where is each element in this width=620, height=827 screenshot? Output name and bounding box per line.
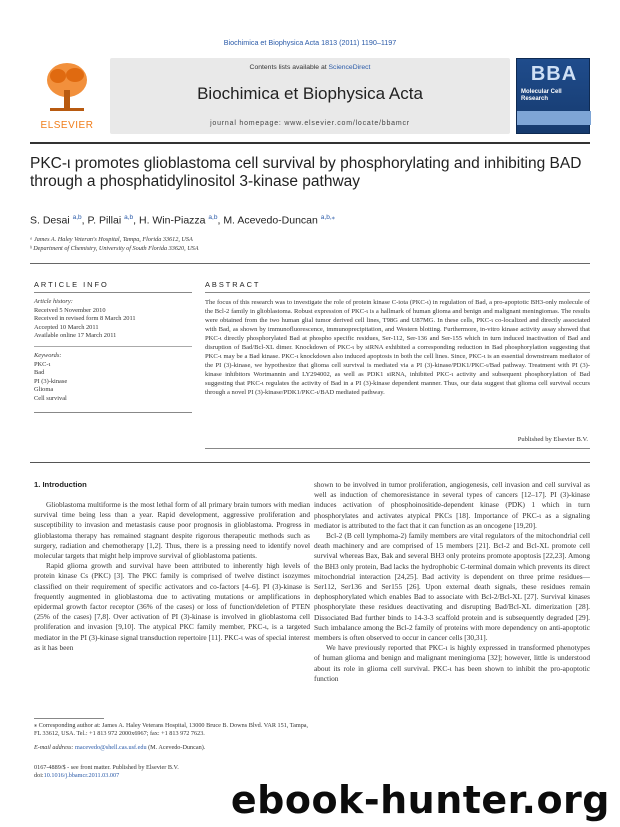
body-paragraph: shown to be involved in tumor proliferation, angiogenesis, cell invasion and cell survival as well as induction of chemoresistance in several types of cancers [12–17]. PI (3)-kinase induces activation of phosphoinositide-dependent kinase (PDK) 1 which in turn phosphorylates and activates atypical PKCs [18]. Importance of PKC-ι as a signaling mediator is attributed to the fact that it can function as an oncogene [19,20].: [314, 480, 590, 530]
affiliation-b: ᵇ Department of Chemistry, University of South Florida 33620, USA: [30, 245, 199, 252]
abstract-body: The focus of this research was to investigate the role of protein kinase C-iota (PKC-ι) in regulation of Bad, a pro-apoptotic BH3-only molecule of the Bcl-2 family in glioblastoma. Robust expression of PKC-ι is a hallmark of human glioma and benign and malignant meningiomas. The results were obtained from the two human glial tumor derived cell lines, T98G and U87MG. In these cells, PKC-ι co-localized and directly associated with Bad, as shown by immunofluorescence, immunoprecipitation, and Western blotting. Furthermore, in-vitro kinase activity assay showed that PKC-ι directly phosphorylated Bad at phospho specific residues, Ser-112, Ser-136 and Ser-155 which in turn induced inactivation of Bad and disruption of Bad/Bcl-XL dimer. Knockdown of PKC-ι by siRNA exhibited a corresponding reduction in Bad phosphorylation suggesting that PKC-ι may be a Bad kinase. PKC-ι knockdown also induced apoptosis in both the cell lines. Since, PKC-ι is an essential downstream mediator of the PI (3)-kinase, we hypothesize that glioma cell survival is mediated via a PI (3)-kinase/PDK1/PKC-ι/Bad pathway. Treatment with PI (3)-kinase inhibitors Wortmannin and LY294002, as well as PDK1 siRNA, inhibited PKC-ι activity and subsequent phosphorylation of Bad suggesting that PKC-ι regulates the activity of Bad in a PI (3)-kinase dependent manner. Thus, our data suggest that glioma cell survival occurs through a novel PI (3)-kinase/PDK1/PKC-ι/BAD mediated pathway.: [205, 299, 590, 397]
body-paragraph: Glioblastoma multiforme is the most lethal form of all primary brain tumors with median survival time being less than a year. Rapid development, aggressive proliferation and susceptibility to invasion and metastasis cause poor prognosis in glioblastoma. Progress in glioblastoma therapy has remained stagnant despite rigorous therapeutic methods such as surgery, radiation and chemotherapy [1,2]. Thus, there is a pressing need to identify novel molecular targets that might help improve survival of glioblastoma patients.: [34, 500, 310, 561]
author-name[interactable]: H. Win-Piazza: [138, 214, 206, 227]
history-item: Received 5 November 2010: [34, 306, 106, 314]
contents-available-line: [110, 64, 510, 71]
citation-line[interactable]: Biochimica et Biophysica Acta 1813 (2011) 1190–1197: [223, 38, 397, 47]
author-name[interactable]: P. Pillai: [87, 214, 122, 227]
author-affiliation-mark[interactable]: a,b: [208, 214, 218, 221]
keyword-item: Glioma: [34, 386, 54, 394]
doi-prefix: doi:: [34, 772, 44, 780]
elsevier-logo[interactable]: [30, 60, 104, 132]
doi-link[interactable]: 10.1016/j.bbamcr.2011.03.007: [43, 772, 120, 780]
journal-name: Biochimica et Biophysica Acta: [197, 84, 423, 103]
tree-logo-icon: [44, 60, 90, 116]
abstract-bottom-rule: [205, 448, 590, 449]
front-matter-divider: [30, 263, 590, 264]
body-column-right: [314, 480, 590, 770]
info-bottom-rule: [34, 412, 192, 413]
email-link[interactable]: macevedo@shell.cas.usf.edu: [75, 744, 147, 751]
keywords-label: Keywords:: [34, 352, 62, 359]
body-paragraph: Rapid glioma growth and survival have been attributed to inherently high levels of protein kinase Cs (PKC) [3]. The PKC family is comprised of twelve distinct isozymes classified on their requirement of specific activators and co-factors [4–6]. PI (3)-kinase is frequently augmented in glioblastoma due to activating mutations or amplifications in epidermal growth factor receptor (36% of the cases) or loss of function/deletion of PTEN (25% of the cases) [7,8]. Over activation of PI (3)-kinase is involved in glioblastoma cell proliferation and invasion [9,10]. The atypical PKC family member, PKC-ι, is a targeted mediator in the PI (3)-kinase signal transduction repertoire [11]. PKC-ι was of special interest as it has been: [34, 561, 310, 652]
keywords-block: [34, 352, 192, 404]
body-divider: [30, 462, 590, 463]
email-footnote: [34, 744, 310, 752]
history-item: Available online 17 March 2011: [34, 332, 117, 340]
abstract-heading: ABSTRACT: [205, 280, 261, 289]
history-item: Received in revised form 8 March 2011: [34, 315, 136, 323]
body-paragraph: We have previously reported that PKC-ι is highly expressed in transformed phenotypes of human glioma and benign and malignant meningioma [32]; however, little is understood about its role in glioma cell survival. PKC-ι has been shown to inhibit the pro-apoptotic function: [314, 643, 590, 683]
email-label: E-mail address:: [34, 744, 76, 751]
keyword-item: Bad: [34, 369, 45, 377]
journal-banner: [110, 58, 510, 134]
cover-subtitle: Molecular Cell Research: [521, 89, 562, 102]
sciencedirect-link[interactable]: ScienceDirect: [328, 64, 371, 71]
cover-title: BBA: [530, 63, 578, 85]
journal-masthead: [30, 58, 590, 136]
author-name[interactable]: S. Desai: [30, 214, 70, 227]
article-info-rule: [34, 292, 192, 293]
article-history: [34, 298, 192, 341]
published-by-note: Published by Elsevier B.V.: [517, 436, 588, 443]
body-column-left: [34, 500, 310, 712]
body-paragraph: Bcl-2 (B cell lymphoma-2) family members are vital regulators of the mitochondrial cell death machinery and are comprised of 15 members [21]. Bcl-2 and Bcl-XL promote cell survival whereas Bax, Bak and several BH3 only proteins promote apoptosis [22,23]. Among the BH3 only protein, Bad lacks the hydrophobic C-terminal domain which prevents its direct mitochondrial interaction [24,25]. Bad activity is dependent on three prime residues—Ser112, Ser136 and Ser155 [26]. Upon external death signals, these residues remain dephosphorylated which enables Bad to associate with Bcl-2/Bcl-XL [27]. Survival kinases phosphorylate these residues deactivating and disrupting Bad/Bcl-XL dimerization [28]. Dissociated Bad further binds to 14-3-3 scaffold protein and is subsequently degraded [29]. Such imbalance among the Bcl-2 family of proteins with more dependency on anti-apoptotic members is often observed to occur in cancer cells [30,31].: [314, 531, 590, 643]
publisher-logo-text: ELSEVIER: [40, 120, 94, 131]
history-item: Accepted 10 March 2011: [34, 323, 99, 331]
journal-homepage[interactable]: journal homepage: www.elsevier.com/locate/bbamcr: [210, 120, 410, 127]
footnote-rule: [34, 718, 104, 719]
author-affiliation-mark[interactable]: a,b: [124, 214, 134, 221]
affiliation-a: ᵃ James A. Haley Veteran's Hospital, Tampa, Florida 33612, USA: [30, 236, 193, 243]
abstract-rule: [205, 292, 590, 293]
corresponding-author-footnote: ⁎ Corresponding author at: James A. Haley Veterans Hospital, 13000 Bruce B. Downs Blvd. VAR 151, Tampa, FL 33612, USA. Tel.: +1 813 972 2000x6967; fax: +1 813 972 7623.: [34, 722, 309, 738]
watermark-text: ebook-hunter.org: [230, 778, 610, 822]
journal-cover[interactable]: [516, 58, 590, 134]
issn-line: 0167-4889/$ - see front matter. Published by Elsevier B.V.: [34, 764, 179, 771]
contents-prefix: Contents lists available at: [249, 64, 329, 71]
cover-band: [517, 111, 591, 125]
email-suffix: (M. Acevedo-Duncan).: [146, 744, 206, 751]
author-affiliation-mark[interactable]: a,b,⁎: [320, 214, 335, 221]
header-divider: [30, 142, 590, 144]
author-list: S. Desai $^{a,b}$, P. Pillai $^{a,b}$, H. Win-Piazza $^{a,b}$, M. Acevedo-Duncan $^{a,b,⁎}$: [30, 214, 335, 227]
author-name[interactable]: M. Acevedo-Duncan: [223, 214, 318, 227]
introduction-heading: 1. Introduction: [34, 480, 87, 489]
article-info-heading: ARTICLE INFO: [34, 280, 109, 289]
keyword-item: PKC-ι: [34, 360, 51, 368]
info-divider: [34, 346, 192, 347]
keyword-item: PI (3)-kinase: [34, 377, 68, 385]
author-affiliation-mark[interactable]: a,b: [72, 214, 82, 221]
history-label: Article history:: [34, 298, 73, 305]
article-title: PKC-ι promotes glioblastoma cell survival by phosphorylating and inhibiting BAD through a phosphatidylinositol 3-kinase pathway: [30, 155, 582, 190]
keyword-item: Cell survival: [34, 394, 67, 402]
